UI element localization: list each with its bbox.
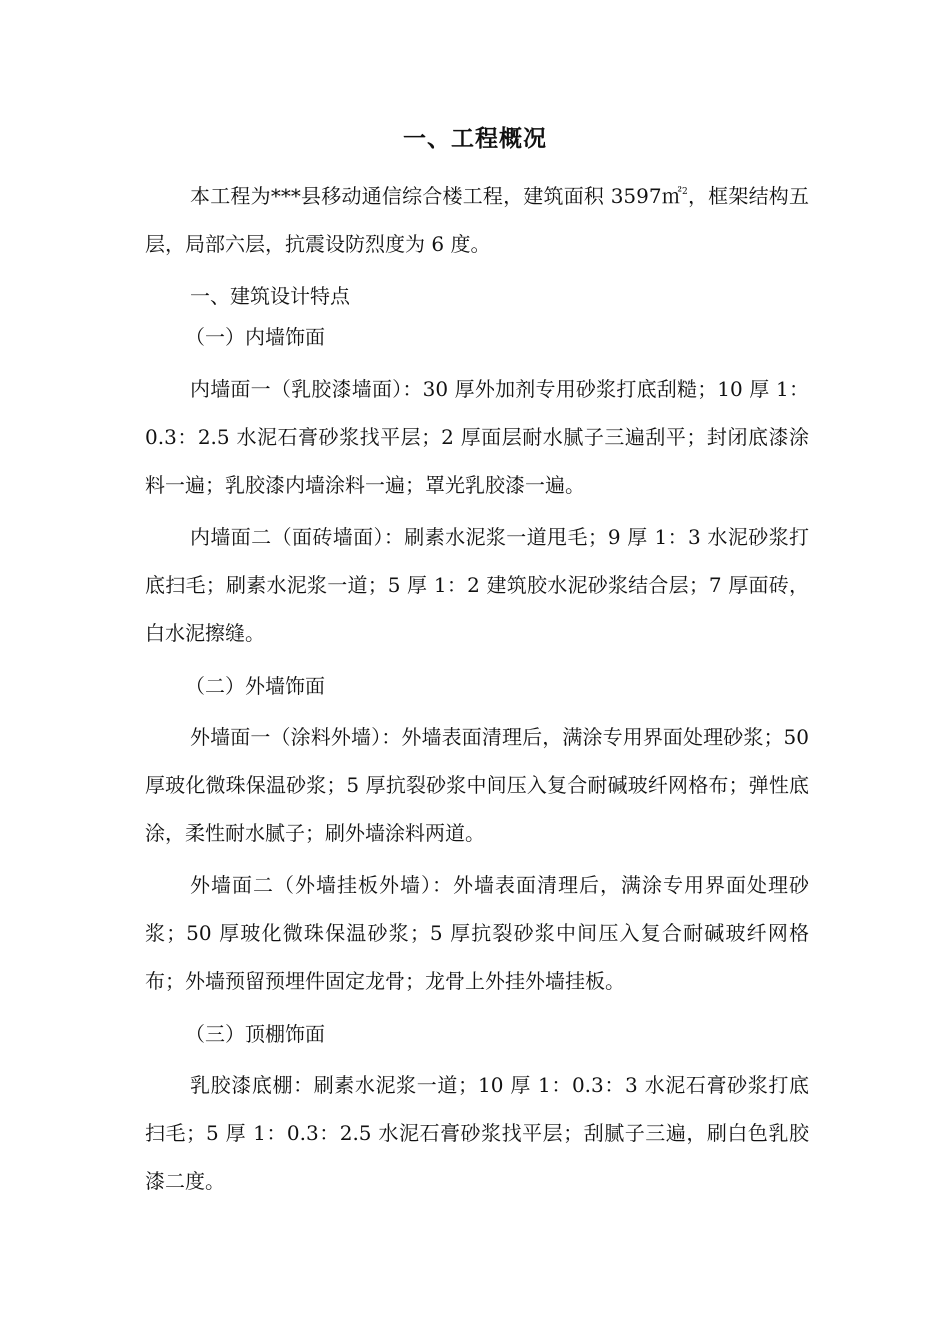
page-title: 一、工程概况 [403, 126, 547, 152]
paragraph-interior-wall-2: 内墙面二（面砖墙面）：刷素水泥浆一道甩毛；9 厚 1：3 水泥砂浆打底扫毛；刷素水泥浆一道；5 厚 1：2 建筑胶水泥砂浆结合层；7 厚面砖，白水泥擦缝。 [145, 525, 809, 645]
subheading-ceiling: （三）顶棚饰面 [185, 1022, 325, 1046]
intro-text-pre: 本工程为***县移动通信综合楼工程，建筑面积 3597㎡ [190, 184, 683, 208]
area-unit-superscript: 2 [682, 187, 688, 197]
paragraph-interior-wall-1: 内墙面一（乳胶漆墙面）：30 厚外加剂专用砂浆打底刮糙；10 厚 1：0.3：2.5 水泥石膏砂浆找平层；2 厚面层耐水腻子三遍刮平；封闭底漆涂料一遍；乳胶漆内墙涂料一遍；罩光乳胶漆一遍。 [145, 377, 809, 497]
subheading-interior-walls: （一）内墙饰面 [185, 325, 325, 349]
subheading-exterior-walls: （二）外墙饰面 [185, 674, 325, 698]
paragraph-exterior-wall-1: 外墙面一（涂料外墙）：外墙表面清理后，满涂专用界面处理砂浆；50 厚玻化微珠保温砂浆；5 厚抗裂砂浆中间压入复合耐碱玻纤网格布；弹性底涂，柔性耐水腻子；刷外墙涂料两道。 [145, 725, 809, 845]
section-heading-architecture: 一、建筑设计特点 [190, 284, 350, 308]
paragraph-exterior-wall-2: 外墙面二（外墙挂板外墙）：外墙表面清理后，满涂专用界面处理砂浆；50 厚玻化微珠保温砂浆；5 厚抗裂砂浆中间压入复合耐碱玻纤网格布；外墙预留预埋件固定龙骨；龙骨上外挂外墙挂板。 [145, 873, 809, 993]
intro-text-post: ，框架结构五层，局部六层，抗震设防烈度为 6 度。 [145, 184, 809, 256]
paragraph-ceiling: 乳胶漆底棚：刷素水泥浆一道；10 厚 1：0.3：3 水泥石膏砂浆打底扫毛；5 厚 1：0.3：2.5 水泥石膏砂浆找平层；刮腻子三遍，刷白色乳胶漆二度。 [145, 1073, 809, 1193]
intro-paragraph [145, 172, 809, 268]
